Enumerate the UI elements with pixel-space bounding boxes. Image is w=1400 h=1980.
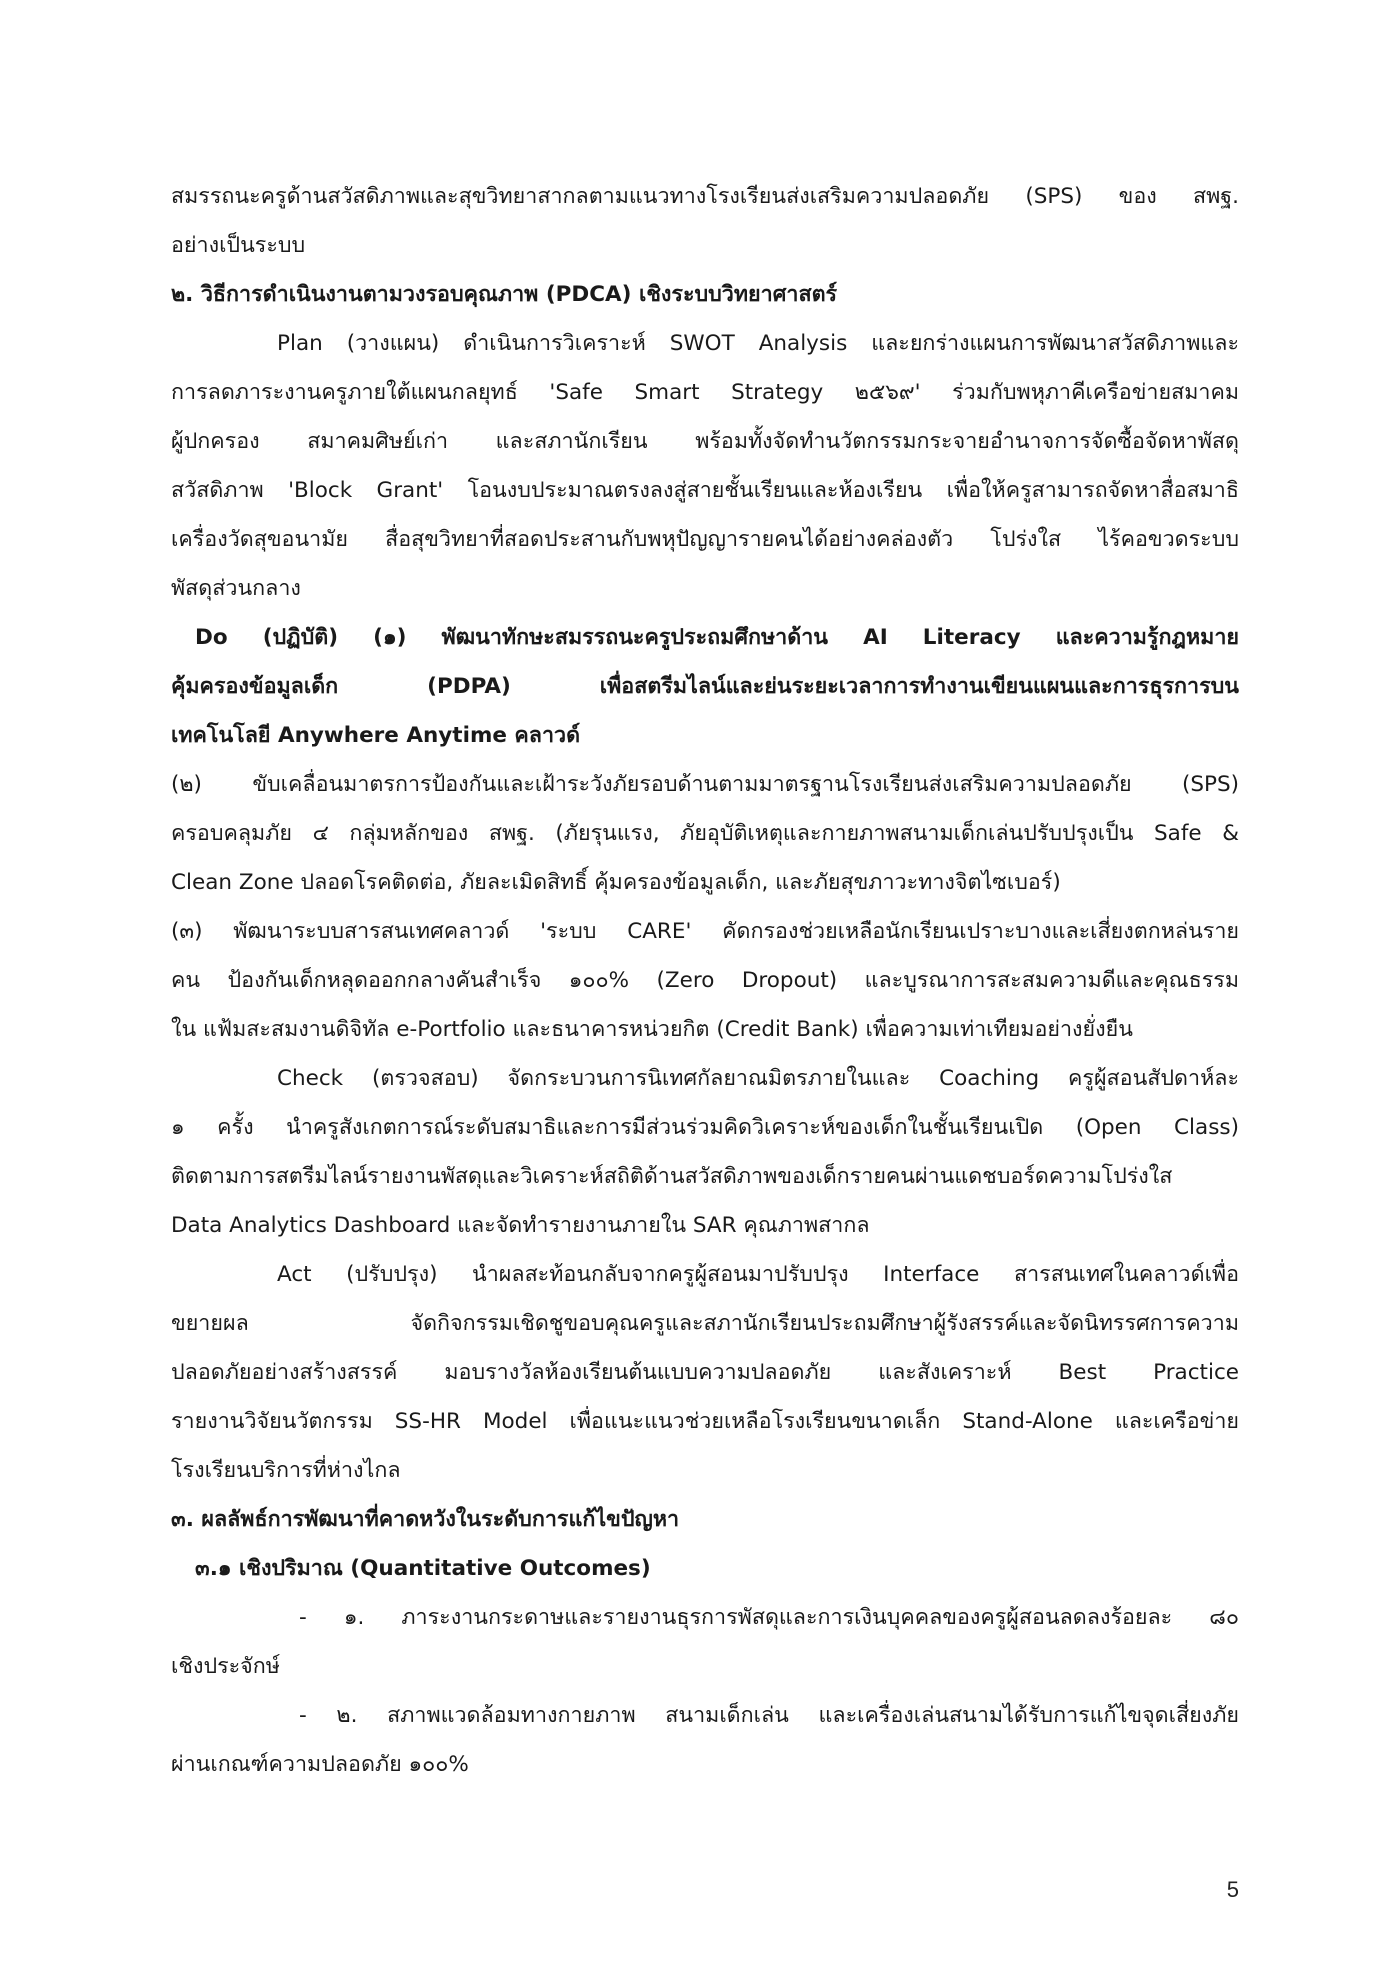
- section-heading: ๒. วิธีการดำเนินงานตามวงรอบคุณภาพ (PDCA) เชิงระบบวิทยาศาสตร์: [171, 282, 838, 307]
- act-paragraph-line: รายงานวิจัยนวัตกรรม SS-HR Model เพื่อแนะแนวช่วยเหลือโรงเรียนขนาดเล็ก Stand-Alone และเครือข่าย: [171, 1409, 1239, 1434]
- do-paragraph-line: เทคโนโลยี Anywhere Anytime คลาวด์: [171, 723, 581, 748]
- plan-paragraph-line: พัสดุส่วนกลาง: [171, 576, 301, 601]
- document-body: [171, 172, 1239, 1789]
- check-paragraph-line: Data Analytics Dashboard และจัดทำรายงานภายใน SAR คุณภาพสากล: [171, 1213, 870, 1238]
- plan-paragraph-line: เครื่องวัดสุขอนามัย สื่อสุขวิทยาที่สอดประสานกับพหุปัญญารายคนได้อย่างคล่องตัว โปร่งใส ไร้คอขวดระบบ: [171, 527, 1239, 552]
- check-paragraph-line: ๑ ครั้ง นำครูสังเกตการณ์ระดับสมาธิและการมีส่วนร่วมคิดวิเคราะห์ของเด็กในชั้นเรียนเปิด (Open Class): [171, 1115, 1239, 1140]
- do-item-line: ครอบคลุมภัย ๔ กลุ่มหลักของ สพฐ. (ภัยรุนแรง, ภัยอุบัติเหตุและกายภาพสนามเด็กเล่นปรับปรุงเป็น Safe &: [171, 821, 1239, 846]
- do-item-line: คน ป้องกันเด็กหลุดออกกลางคันสำเร็จ ๑๐๐% (Zero Dropout) และบูรณาการสะสมความดีและคุณธรรม: [171, 968, 1239, 993]
- do-paragraph-line: Do (ปฏิบัติ) (๑) พัฒนาทักษะสมรรถนะครูประถมศึกษาด้าน AI Literacy และความรู้กฎหมาย: [195, 625, 1239, 650]
- page-number: 5: [1226, 1877, 1239, 1902]
- plan-paragraph-line: ผู้ปกครอง สมาคมศิษย์เก่า และสภานักเรียน พร้อมทั้งจัดทำนวัตกรรมกระจายอำนาจการจัดซื้อจัดหาพัสดุ: [171, 429, 1239, 454]
- subsection-heading: ๓.๑ เชิงปริมาณ (Quantitative Outcomes): [195, 1556, 651, 1581]
- plan-paragraph-line: Plan (วางแผน) ดำเนินการวิเคราะห์ SWOT Analysis และยกร่างแผนการพัฒนาสวัสดิภาพและ: [277, 331, 1239, 356]
- section-heading: ๓. ผลลัพธ์การพัฒนาที่คาดหวังในระดับการแก้ไขปัญหา: [171, 1507, 680, 1532]
- check-paragraph-line: Check (ตรวจสอบ) จัดกระบวนการนิเทศกัลยาณมิตรภายในและ Coaching ครูผู้สอนสัปดาห์ละ: [277, 1066, 1239, 1091]
- plan-paragraph-line: สวัสดิภาพ 'Block Grant' โอนงบประมาณตรงลงสู่สายชั้นเรียนและห้องเรียน เพื่อให้ครูสามารถจัดหาสื่อสมาธิ: [171, 478, 1239, 503]
- outcome-item-line: - ๒. สภาพแวดล้อมทางกายภาพ สนามเด็กเล่น และเครื่องเล่นสนามได้รับการแก้ไขจุดเสี่ยงภัย: [299, 1703, 1239, 1728]
- do-item-line: Clean Zone ปลอดโรคติดต่อ, ภัยละเมิดสิทธิ์ คุ้มครองข้อมูลเด็ก, และภัยสุขภาวะทางจิตไซเบอร์): [171, 870, 1061, 895]
- act-paragraph-line: Act (ปรับปรุง) นำผลสะท้อนกลับจากครูผู้สอนมาปรับปรุง Interface สารสนเทศในคลาวด์เพื่อ: [277, 1262, 1239, 1287]
- paragraph-line: สมรรถนะครูด้านสวัสดิภาพและสุขวิทยาสากลตามแนวทางโรงเรียนส่งเสริมความปลอดภัย (SPS) ของ สพฐ.: [171, 184, 1239, 209]
- outcome-item-line: ผ่านเกณฑ์ความปลอดภัย ๑๐๐%: [171, 1752, 469, 1777]
- do-item-line: ใน แฟ้มสะสมงานดิจิทัล e-Portfolio และธนาคารหน่วยกิต (Credit Bank) เพื่อความเท่าเทียมอย่างยั่งยืน: [171, 1017, 1133, 1042]
- do-paragraph-line: คุ้มครองข้อมูลเด็ก (PDPA) เพื่อสตรีมไลน์และย่นระยะเวลาการทำงานเขียนแผนและการธุรการบน: [171, 674, 1239, 699]
- outcome-item-line: - ๑. ภาระงานกระดาษและรายงานธุรการพัสดุและการเงินบุคคลของครูผู้สอนลดลงร้อยละ ๘๐: [299, 1605, 1239, 1630]
- act-paragraph-line: ขยายผล จัดกิจกรรมเชิดชูขอบคุณครูและสภานักเรียนประถมศึกษาผู้รังสรรค์และจัดนิทรรศการความ: [171, 1311, 1239, 1336]
- do-item-line: (๓) พัฒนาระบบสารสนเทศคลาวด์ 'ระบบ CARE' คัดกรองช่วยเหลือนักเรียนเปราะบางและเสี่ยงตกหล่นราย: [171, 919, 1239, 944]
- paragraph-line: อย่างเป็นระบบ: [171, 233, 306, 258]
- do-item-line: (๒) ขับเคลื่อนมาตรการป้องกันและเฝ้าระวังภัยรอบด้านตามมาตรฐานโรงเรียนส่งเสริมความปลอดภัย (SPS): [171, 772, 1239, 797]
- act-paragraph-line: โรงเรียนบริการที่ห่างไกล: [171, 1458, 401, 1483]
- plan-paragraph-line: การลดภาระงานครูภายใต้แผนกลยุทธ์ 'Safe Smart Strategy ๒๕๖๙' ร่วมกับพหุภาคีเครือข่ายสมาคม: [171, 380, 1239, 405]
- outcome-item-line: เชิงประจักษ์: [171, 1654, 280, 1679]
- check-paragraph-line: ติดตามการสตรีมไลน์รายงานพัสดุและวิเคราะห์สถิติด้านสวัสดิภาพของเด็กรายคนผ่านแดชบอร์ดความโปร่งใส: [171, 1164, 1173, 1189]
- act-paragraph-line: ปลอดภัยอย่างสร้างสรรค์ มอบรางวัลห้องเรียนต้นแบบความปลอดภัย และสังเคราะห์ Best Practice: [171, 1360, 1239, 1385]
